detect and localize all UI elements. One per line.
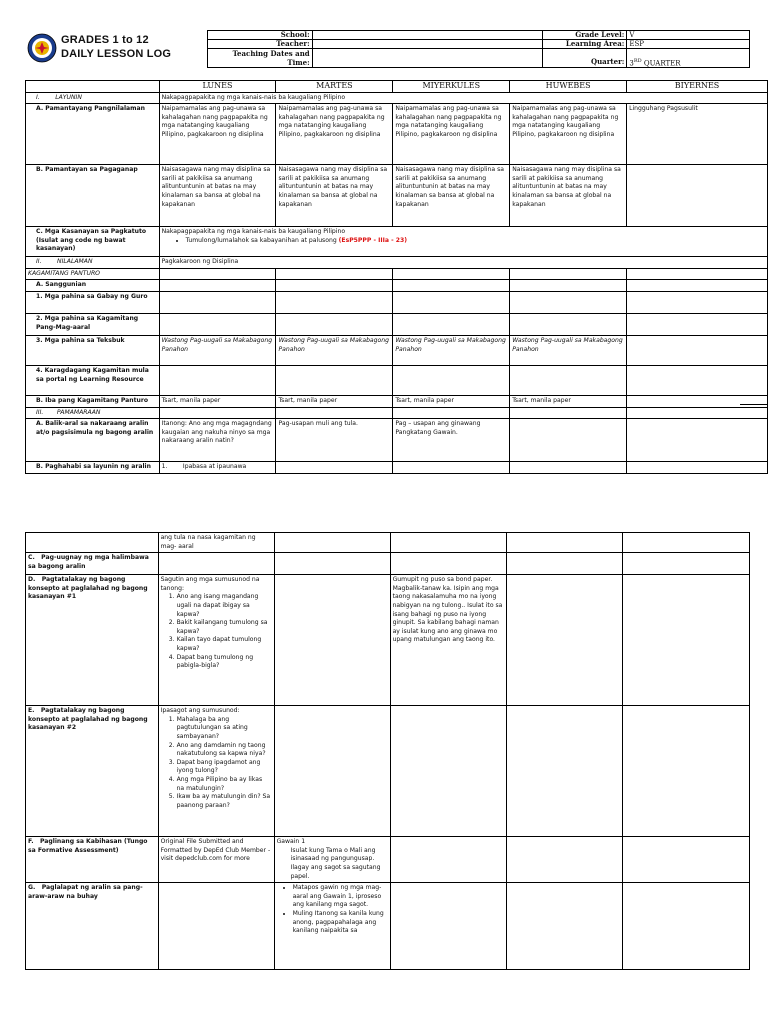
- dates-label: Teaching Dates and Time:: [208, 49, 313, 68]
- table-row: [26, 92, 768, 104]
- day-header-row: [26, 81, 768, 93]
- cell-text: Naisasagawa nang may disiplina sa sarili at pakikiisa sa anumang alituntuntunin at batas na may kinalaman sa bansa at global na kapakanan: [276, 165, 393, 227]
- school-field[interactable]: [312, 31, 542, 40]
- quarter-field[interactable]: 3RD QUARTER: [627, 57, 750, 68]
- bullet-list: • Matapos gawin ng mga mag-aaral ang Gawain 1, iproseso ang kanilang mga sagot. • Muling Itanong sa kanila kung anong, pagpapahalaga ang kanilang naipakita sa: [277, 884, 388, 936]
- table-row: [26, 104, 768, 165]
- row-label: C. Mga Kasanayan sa Pagkatuto (Isulat ang code ng bawat kasanayan): [26, 227, 160, 257]
- row-label: A. Pamantayang Pangnilalaman: [26, 104, 160, 165]
- cell-text: Wastong Pag-uugali sa Makabagong Panahon: [159, 335, 276, 365]
- row-label: A. Sanggunian: [26, 280, 160, 292]
- table-row: [26, 883, 750, 970]
- row-label: F. Paglinang sa Kabihasan (Tungo sa Formative Assessment): [26, 837, 159, 883]
- table-row: [26, 706, 750, 837]
- row-label-nilalaman: II. NILALAMAN: [26, 257, 160, 269]
- cell-text: [274, 883, 390, 970]
- row-label: D. Pagtatalakay ng bagong konsepto at paglalahad ng bagong kasanayan #1: [26, 575, 159, 706]
- area-label: Learning Area:: [542, 40, 627, 49]
- cell-text: Naipamamalas ang pag-unawa sa kahalagahan nang pagpapakita ng mga natatanging kaugaliang Pilipino, pagkakaroon ng disiplina: [510, 104, 627, 165]
- row-label: E. Pagtatalakay ng bagong konsepto at paglalahad ng bagong kasanayan #2: [26, 706, 159, 837]
- day-header: HUWEBES: [510, 81, 627, 93]
- row-label: C. Pag-uugnay ng mga halimbawa sa bagong aralin: [26, 553, 159, 575]
- table-row: [26, 553, 750, 575]
- table-row: [26, 419, 768, 462]
- cell-text: Original File Submitted and Formatted by DepEd Club Member - visit depedclub.com for more: [158, 837, 274, 883]
- cell-text: Gawain 1 Isulat kung Tama o Mali ang isinasaad ng pangungusap. Ilagay ang sagot sa sagutang papel.: [274, 837, 390, 883]
- row-label: 4. Karagdagang Kagamitan mula sa portal ng Learning Resource: [26, 365, 160, 395]
- table-row: [26, 335, 768, 365]
- cell-text: Naisasagawa nang may disiplina sa sarili at pakikiisa sa anumang alituntuntunin at batas na may kinalaman sa bansa at global na kapakanan: [159, 165, 276, 227]
- cell-text: Naipamamalas ang pag-unawa sa kahalagahan nang pagpapakita ng mga natatanging kaugaliang Pilipino, pagkakaroon ng disiplina: [393, 104, 510, 165]
- table-row: [26, 575, 750, 706]
- meta-table: [207, 30, 750, 68]
- cell-text: Wastong Pag-uugali sa Makabagong Panahon: [276, 335, 393, 365]
- table-row: [26, 407, 768, 419]
- title-line-2: DAILY LESSON LOG: [61, 48, 172, 60]
- cell-text: Wastong Pag-uugali sa Makabagong Panahon: [393, 335, 510, 365]
- row-label-pamamaraan: III. PAMAMARAAN: [26, 407, 160, 419]
- table-row: [26, 280, 768, 292]
- table-row: [26, 395, 768, 407]
- row-label: 3. Mga pahina sa Teksbuk: [26, 335, 160, 365]
- row-label-layunin: I. LAYUNIN: [26, 92, 160, 104]
- row-label: B. Pamantayan sa Pagaganap: [26, 165, 160, 227]
- cell-text: Pag-usapan muli ang tula.: [276, 419, 393, 462]
- cell-text: Tsart, manila paper: [393, 395, 510, 407]
- dll-header: [25, 30, 750, 70]
- table-row: [26, 533, 750, 553]
- cell-text: Wastong Pag-uugali sa Makabagong Panahon: [510, 335, 627, 365]
- table-row: [26, 837, 750, 883]
- row-label: G. Paglalapat ng aralin sa pang-araw-araw na buhay: [26, 883, 159, 970]
- table-row: [26, 268, 768, 280]
- cell-text: Naipamamalas ang pag-unawa sa kahalagahan nang pagpapakita ng mga natatanging kaugaliang Pilipino, pagkakaroon ng disiplina: [276, 104, 393, 165]
- day-header: BIYERNES: [627, 81, 768, 93]
- cell-text: Itanong: Ano ang mga magagndang kaugaian ang nakuha ninyo sa mga nakaraang aralin natin?: [159, 419, 276, 462]
- row-label: A. Balik-aral sa nakaraang aralin at/o pagsisimula ng bagong aralin: [26, 419, 160, 462]
- grade-label: Grade Level:: [542, 31, 627, 40]
- row-label: B. Paghahabi sa layunin ng aralin: [26, 462, 160, 474]
- table-row: [26, 462, 768, 474]
- cell-text: ang tula na nasa kagamitan ng mag- aaral: [158, 533, 274, 553]
- cell-text: Sagutin ang mga sumusunod na tanong: 1. Ano ang isang magandang ugali na dapat ibigay sa kapwa? 2. Bakit kailangang tumulong sa kapwa? 3. Kailan tayo dapat tumulong kapwa? 4. Dapat bang tumulong ng pabigla-bigla?: [158, 575, 274, 706]
- cell-text: Tsart, manila paper: [276, 395, 393, 407]
- table-row: [26, 313, 768, 335]
- row-label: KAGAMITANG PANTURO: [26, 268, 160, 280]
- question-list: 1. Mahalaga ba ang pagtutulungan sa ating sambayanan? 2. Ano ang damdamin ng taong nakatutulong sa kapwa niya? 3. Dapat bang ipagdamot ang iyong tulong? 4. Ang mga Pilipino ba ay likas na matulungin? 5. Ikaw ba ay matulungin din? Sa paanong paraan?: [161, 716, 272, 811]
- table-row: [26, 227, 768, 257]
- row-label: 2. Mga pahina sa Kagamitang Pang-Mag-aaral: [26, 313, 160, 335]
- cell-text: Ipasagot ang sumusunod: 1. Mahalaga ba ang pagtutulungan sa ating sambayanan? 2. Ano ang damdamin ng taong nakatutulong sa kapwa niya? 3. Dapat bang ipagdamot ang iyong tulong? 4. Ang mga Pilipino ba ay likas na matulungin? 5. Ikaw ba ay matulungin din? Sa paanong paraan?: [158, 706, 274, 837]
- lesson-log-table-1: [25, 80, 768, 474]
- divider: [740, 404, 768, 405]
- grade-field[interactable]: V: [627, 31, 750, 40]
- cell-text: Tsart, manila paper: [159, 395, 276, 407]
- table-row: [26, 291, 768, 313]
- cell-text: Pag – usapan ang ginawang Pangkatang Gawain.: [393, 419, 510, 462]
- table-row: [26, 165, 768, 227]
- cell-text: Naisasagawa nang may disiplina sa sarili at pakikiisa sa anumang alituntuntunin at batas na may kinalaman sa bansa at global na kapakanan: [393, 165, 510, 227]
- cell-text: 1. Ipabasa at ipaunawa: [159, 462, 276, 474]
- question-list: 1. Ano ang isang magandang ugali na dapat ibigay sa kapwa? 2. Bakit kailangang tumulong sa kapwa? 3. Kailan tayo dapat tumulong kapwa? 4. Dapat bang tumulong ng pabigla-bigla?: [161, 593, 272, 670]
- lesson-log-table-2: [25, 532, 750, 970]
- cell-text: Naisasagawa nang may disiplina sa sarili at pakikiisa sa anumang alituntuntunin at batas na may kinalaman sa bansa at global na kapakanan: [510, 165, 627, 227]
- day-header: MARTES: [276, 81, 393, 93]
- area-field[interactable]: ESP: [627, 40, 750, 49]
- day-header: MIYERKULES: [393, 81, 510, 93]
- row-label: B. Iba pang Kagamitang Panturo: [26, 395, 160, 407]
- table-row: [26, 257, 768, 269]
- teacher-label: Teacher:: [208, 40, 313, 49]
- school-label: School:: [208, 31, 313, 40]
- cell-text: Lingguhang Pagsusulit: [627, 104, 768, 165]
- title-line-1: GRADES 1 to 12: [61, 34, 149, 46]
- table-row: [26, 365, 768, 395]
- cell-text: Nakapagpapakita ng mga kanais-nais ba kaugaliang Pilipino • Tumulong/lumalahok sa kabayanihan at palusong (EsP5PPP - IIIa - 23): [159, 227, 767, 257]
- teacher-field[interactable]: [312, 40, 542, 49]
- cell-text: Tsart, manila paper: [510, 395, 627, 407]
- competency-code: (EsP5PPP - IIIa - 23): [338, 236, 408, 244]
- deped-seal-icon: [27, 33, 57, 63]
- quarter-label: Quarter:: [542, 57, 627, 68]
- cell-text: Pagkakaroon ng Disiplina: [159, 257, 767, 269]
- day-header: LUNES: [159, 81, 276, 93]
- row-label: 1. Mga pahina sa Gabay ng Guro: [26, 291, 160, 313]
- cell-text: Nakapagpapakita ng mga kanais-nais ba kaugaliang Pilipino: [159, 92, 767, 104]
- cell-text: Naipamamalas ang pag-unawa sa kahalagahan nang pagpapakita ng mga natatanging kaugaliang Pilipino, pagkakaroon ng disiplina: [159, 104, 276, 165]
- dates-field[interactable]: [312, 49, 542, 68]
- cell-text: Gumupit ng puso sa bond paper. Magbalik-tanaw ka. Isipin ang mga taong nakasalamuha mo na iyong nabigyan na ng tulong.. Isulat ito sa isang bahagi ng puso na iyong ginupit. Sa kabilang bahagi naman ay isulat kung ano ang ginawa mo upang matulungan ang taong ito.: [390, 575, 506, 706]
